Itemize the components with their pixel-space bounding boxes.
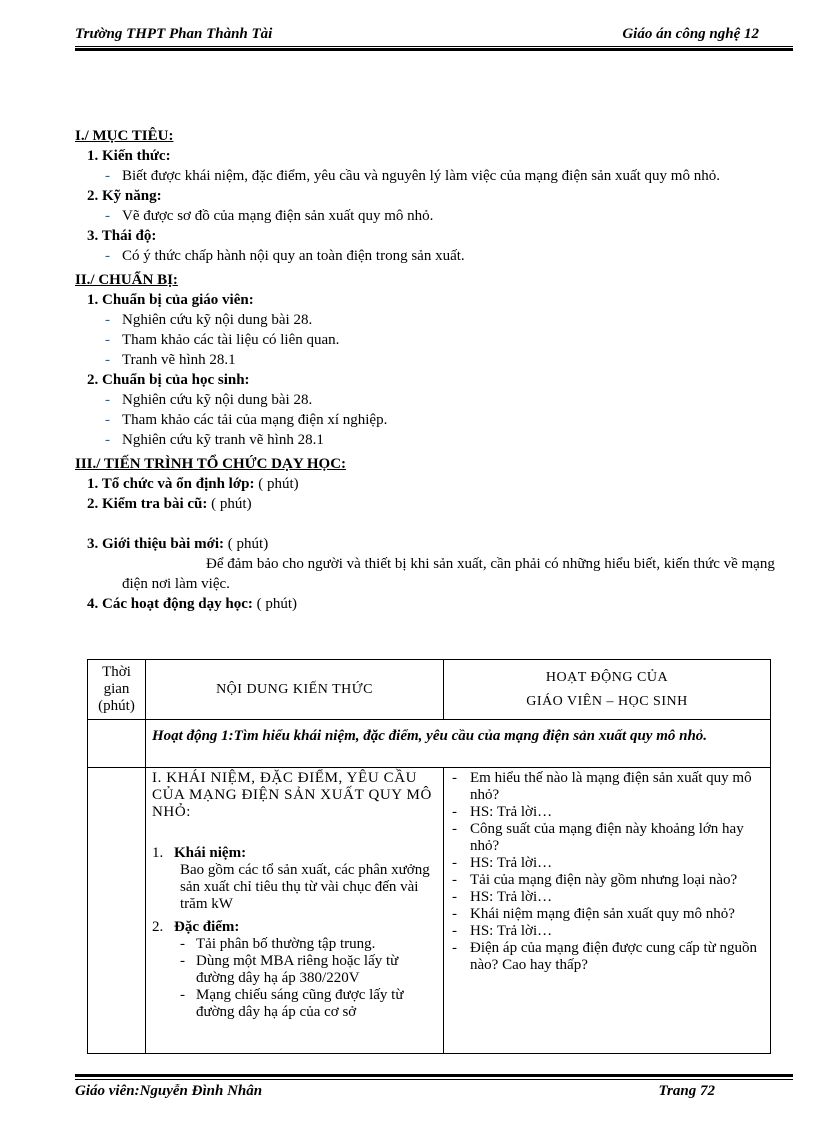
header-school: Trường THPT Phan Thành Tài	[75, 26, 273, 42]
footer-page: Trang 72	[658, 1083, 715, 1099]
qa-item: - Khái niệm mạng điện sản xuất quy mô nhỏ?	[450, 906, 764, 923]
subsection-label: 1. Chuẩn bị của giáo viên:	[87, 292, 254, 308]
time-cell	[88, 768, 146, 1054]
step-label: 2. Kiểm tra bài cũ:	[87, 496, 208, 512]
section-title: I./ MỤC TIÊU:	[75, 128, 174, 144]
process-step	[87, 594, 775, 614]
qa-item: - HS: Trả lời…	[450, 889, 764, 906]
process-step	[87, 474, 775, 494]
section-title: III./ TIẾN TRÌNH TỔ CHỨC DẠY HỌC:	[75, 456, 347, 472]
bullet-item: - Tham khảo các tài liệu có liên quan.	[105, 330, 775, 350]
qa-item: - Điện áp của mạng điện được cung cấp từ nguồn nào? Cao hay thấp?	[450, 940, 764, 974]
header-activity-line2: GIÁO VIÊN – HỌC SINH	[526, 693, 688, 709]
feature-item: - Dùng một MBA riêng hoặc lấy từ đường dây hạ áp 380/220V	[180, 953, 437, 987]
qa-item: - Em hiểu thế nào là mạng điện sản xuất quy mô nhỏ?	[450, 770, 764, 804]
content-cell	[146, 768, 444, 1054]
concept-text: Bao gồm các tổ sản xuất, các phân xưởng sản xuất chỉ tiêu thụ từ vài chục đến vài trăm kW	[180, 862, 430, 912]
header-time: Thời gian (phút)	[88, 660, 146, 720]
bullet-item: - Vẽ được sơ đồ của mạng điện sản xuất quy mô nhỏ.	[105, 206, 775, 226]
step-label: 4. Các hoạt động dạy học:	[87, 596, 253, 612]
qa-item: - Tải của mạng điện này gồm nhưng loại nào?	[450, 872, 764, 889]
feature-number: 2.	[152, 919, 164, 935]
bullet-item: - Nghiên cứu kỹ nội dung bài 28.	[105, 390, 775, 410]
time-cell	[88, 720, 146, 768]
footer-rule-thick	[75, 1074, 793, 1077]
table-row	[88, 720, 771, 768]
step-time: ( phút)	[254, 476, 299, 492]
header-rule-thick	[75, 48, 793, 51]
header-content: NỘI DUNG KIẾN THỨC	[146, 660, 444, 720]
table-row	[88, 768, 771, 1054]
table-header-row	[88, 660, 771, 720]
activity-cell	[444, 768, 771, 1054]
bullet-item: - Nghiên cứu kỹ tranh vẽ hình 28.1	[105, 430, 775, 450]
qa-item: - HS: Trả lời…	[450, 923, 764, 940]
bullet-item: - Biết được khái niệm, đặc điểm, yêu cầu và nguyên lý làm việc của mạng điện sản xuất quy mô nhỏ.	[105, 166, 775, 186]
feature-label: Đặc điểm:	[174, 919, 240, 935]
step-label: 3. Giới thiệu bài mới:	[87, 536, 225, 552]
footer-teacher: Giáo viên:Nguyễn Đình Nhân	[75, 1083, 263, 1099]
header-rule	[75, 46, 793, 47]
concept-heading	[152, 845, 437, 862]
activity-heading: Hoạt động 1:Tìm hiểu khái niệm, đặc điểm, yêu cầu của mạng điện sản xuất quy mô nhỏ.	[146, 720, 771, 768]
subsection-label: 3. Thái độ:	[87, 228, 157, 244]
intro-paragraph: Để đảm bảo cho người và thiết bị khi sản xuất, cần phải có những hiểu biết, kiến thức về mạng điện nơi làm việc.	[122, 556, 775, 592]
step-time: ( phút)	[252, 596, 298, 612]
lesson-table	[87, 659, 771, 1054]
process-step	[87, 494, 775, 514]
step-time: ( phút)	[207, 496, 252, 512]
header-subject: Giáo án công nghệ 12	[622, 26, 759, 42]
qa-item: - HS: Trả lời…	[450, 804, 764, 821]
header-activity-line1: HOẠT ĐỘNG CỦA	[545, 669, 669, 685]
header-activity	[444, 660, 771, 720]
subsection-label: 2. Chuẩn bị của học sinh:	[87, 372, 250, 388]
concept-label: Khái niệm:	[174, 845, 247, 861]
step-time: ( phút)	[224, 536, 269, 552]
qa-item: - Công suất của mạng điện này khoảng lớn hay nhỏ?	[450, 821, 764, 855]
qa-item: - HS: Trả lời…	[450, 855, 764, 872]
page-footer	[75, 1083, 793, 1100]
feature-heading	[152, 919, 437, 936]
bullet-item: - Có ý thức chấp hành nội quy an toàn điện trong sản xuất.	[105, 246, 775, 266]
subsection-label: 1. Kiến thức:	[87, 148, 171, 164]
feature-item: - Mạng chiếu sáng cũng được lấy từ đường dây hạ áp của cơ sở	[180, 987, 437, 1021]
feature-item: - Tải phân bố thường tập trung.	[180, 936, 437, 953]
section-title: II./ CHUẨN BỊ:	[75, 272, 178, 288]
process-step	[87, 534, 775, 554]
step-label: 1. Tổ chức và ổn định lớp:	[87, 476, 255, 492]
concept-number: 1.	[152, 845, 164, 861]
subsection-label: 2. Kỹ năng:	[87, 188, 162, 204]
content-title: I. KHÁI NIỆM, ĐẶC ĐIỂM, YÊU CẦU CỦA MẠNG ĐIỆN SẢN XUẤT QUY MÔ NHỎ:	[152, 770, 432, 820]
bullet-item: - Tranh vẽ hình 28.1	[105, 350, 775, 370]
lesson-body	[75, 126, 775, 614]
bullet-item: - Nghiên cứu kỹ nội dung bài 28.	[105, 310, 775, 330]
footer-rule	[75, 1079, 793, 1080]
bullet-item: - Tham khảo các tải của mạng điện xí nghiệp.	[105, 410, 775, 430]
page-header	[75, 26, 793, 48]
